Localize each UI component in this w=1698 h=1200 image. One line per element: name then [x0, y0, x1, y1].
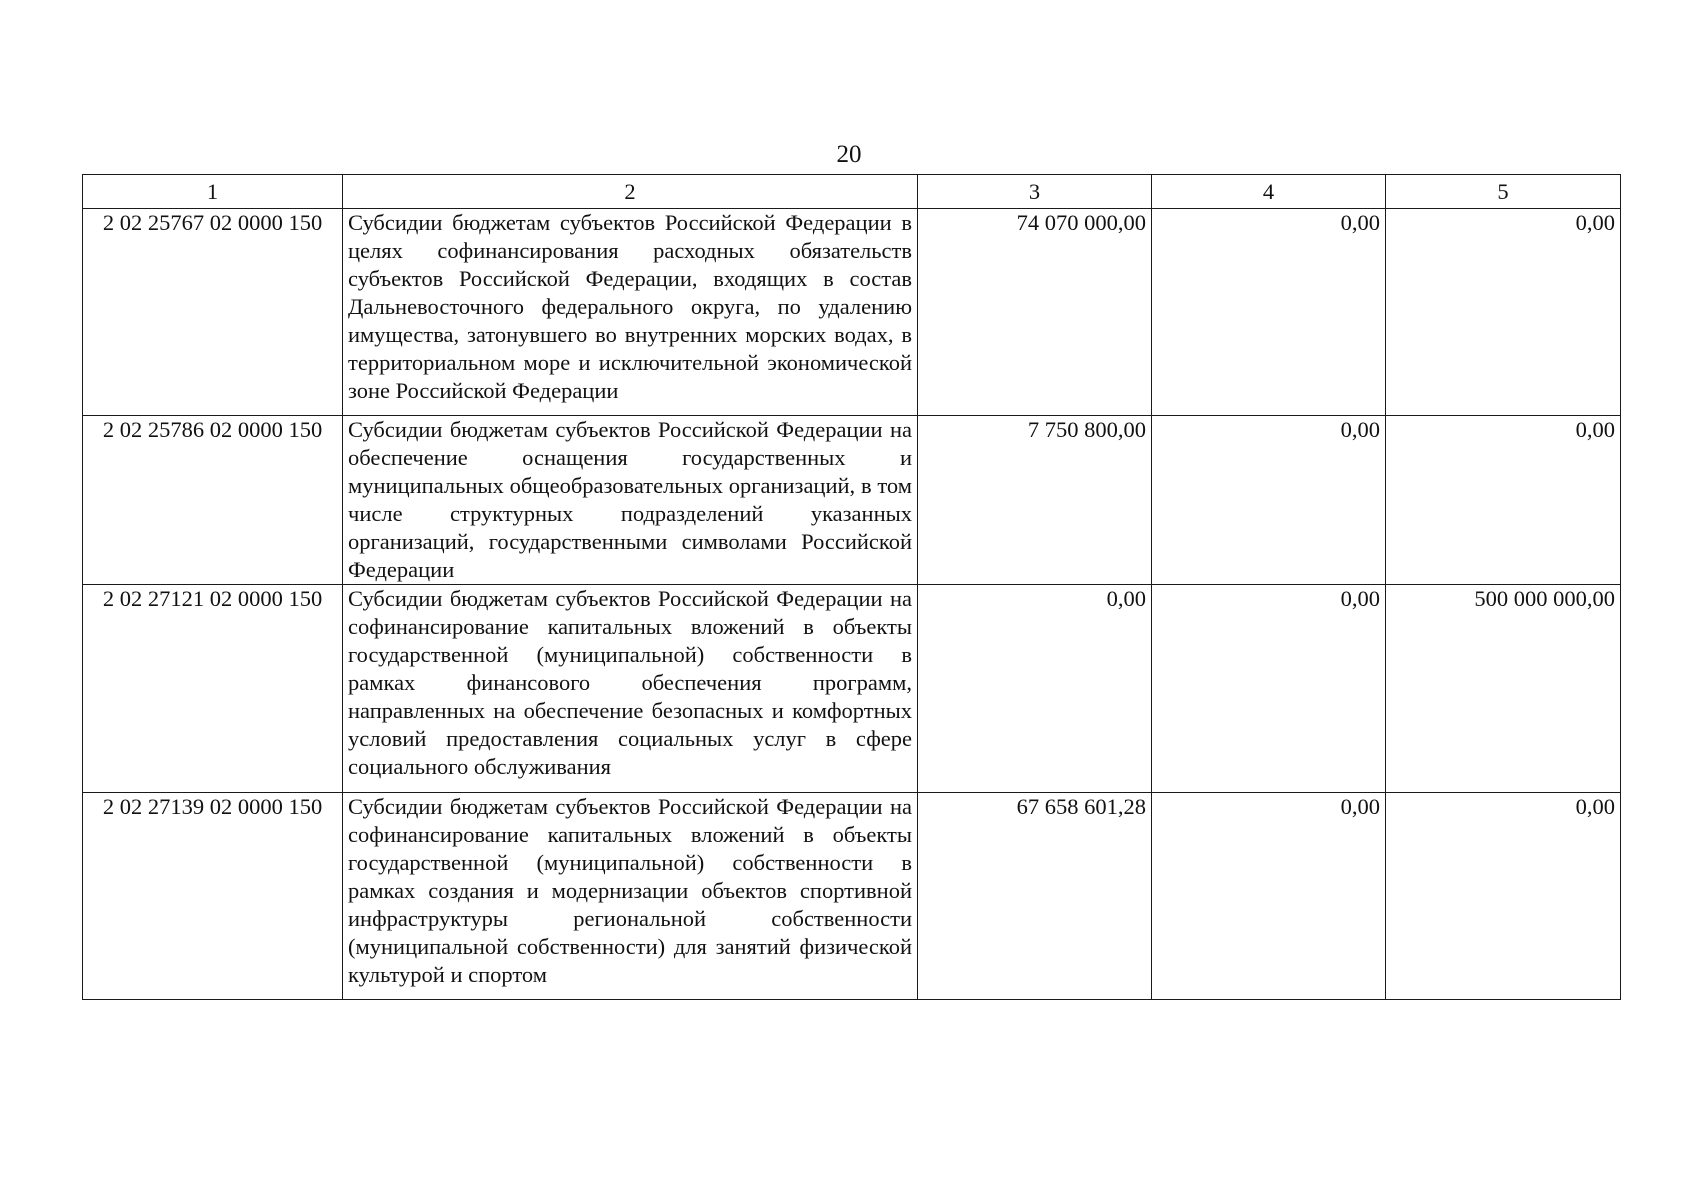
column-header-5: 5: [1386, 175, 1621, 209]
amount-col3-cell: 7 750 800,00: [918, 416, 1152, 585]
budget-table: [82, 174, 1621, 1000]
table-row: [83, 585, 1621, 793]
amount-col3-cell: 74 070 000,00: [918, 209, 1152, 416]
amount-col4-cell: 0,00: [1152, 585, 1386, 793]
budget-code-cell: 2 02 27121 02 0000 150: [83, 585, 343, 793]
table-row: [83, 209, 1621, 416]
page-number: [0, 140, 1698, 170]
description-cell: Субсидии бюджетам субъектов Российской Федерации на софинансирование капитальных вложений в объекты государственной (муниципальной) собственности в рамках создания и модернизации объектов спортивной инфраструктуры региональной собственности (муниципальной собственности) для занятий физической культурой и спортом: [343, 793, 918, 1000]
table-header-row: [83, 175, 1621, 209]
column-header-3: 3: [918, 175, 1152, 209]
amount-col4-cell: 0,00: [1152, 793, 1386, 1000]
column-header-4: 4: [1152, 175, 1386, 209]
description-cell: Субсидии бюджетам субъектов Российской Федерации на обеспечение оснащения государственных и муниципальных общеобразовательных организаций, в том числе структурных подразделений указанных организаций, государственными символами Российской Федерации: [343, 416, 918, 585]
amount-col5-cell: 0,00: [1386, 793, 1621, 1000]
amount-col5-cell: 0,00: [1386, 209, 1621, 416]
table-row: [83, 416, 1621, 585]
description-cell: Субсидии бюджетам субъектов Российской Федерации в целях софинансирования расходных обязательств субъектов Российской Федерации, входящих в состав Дальневосточного федерального округа, по удалению имущества, затонувшего во внутренних морских водах, в территориальном море и исключительной экономической зоне Российской Федерации: [343, 209, 918, 416]
budget-code-cell: 2 02 27139 02 0000 150: [83, 793, 343, 1000]
amount-col5-cell: 0,00: [1386, 416, 1621, 585]
table-row: [83, 793, 1621, 1000]
amount-col3-cell: 67 658 601,28: [918, 793, 1152, 1000]
column-header-1: 1: [83, 175, 343, 209]
amount-col5-cell: 500 000 000,00: [1386, 585, 1621, 793]
budget-code-cell: 2 02 25767 02 0000 150: [83, 209, 343, 416]
column-header-2: 2: [343, 175, 918, 209]
amount-col4-cell: 0,00: [1152, 209, 1386, 416]
description-cell: Субсидии бюджетам субъектов Российской Федерации на софинансирование капитальных вложений в объекты государственной (муниципальной) собственности в рамках финансового обеспечения программ, направленных на обеспечение безопасных и комфортных условий предоставления социальных услуг в сфере социального обслуживания: [343, 585, 918, 793]
page-number-text: 20: [836, 141, 862, 168]
amount-col3-cell: 0,00: [918, 585, 1152, 793]
budget-code-cell: 2 02 25786 02 0000 150: [83, 416, 343, 585]
amount-col4-cell: 0,00: [1152, 416, 1386, 585]
